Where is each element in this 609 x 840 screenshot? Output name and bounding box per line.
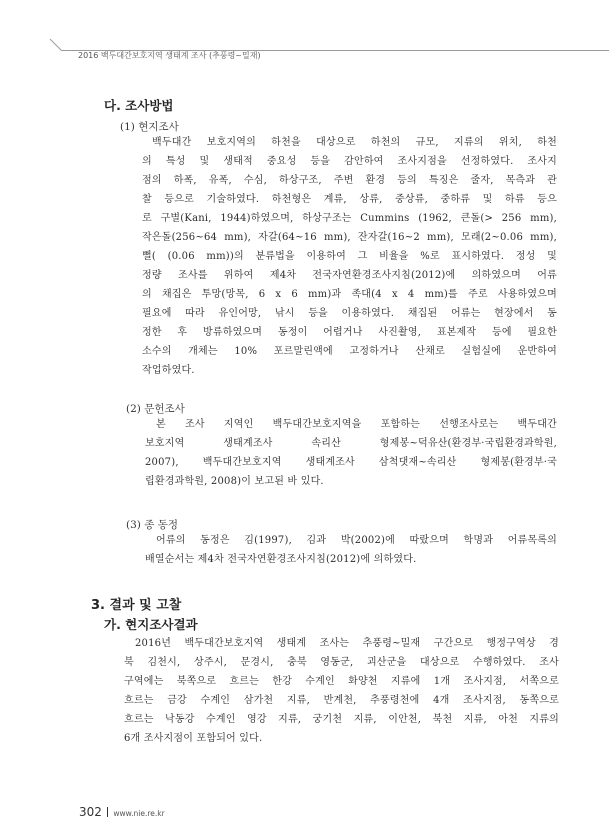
text-line: 정한 후 방류하였으며 동정이 어렵거나 사진촬영, 표본제작 등에 필요한 bbox=[142, 327, 557, 338]
text-line: 흐르는 금강 수계인 삼가천 지류, 반계천, 추풍령천에 4개 조사지점, 동쪽으로 bbox=[124, 695, 559, 706]
footer-separator bbox=[107, 807, 109, 817]
text-line: 2007), 백두대간보호지역 생태계조사 삼척댓재~속리산 형제봉(환경부·국 bbox=[145, 457, 557, 468]
text-line: 작업하였다. bbox=[142, 365, 195, 376]
text-line: 찰 등으로 기술하였다. 하천형은 계류, 상류, 중상류, 중하류 및 하류 등으 bbox=[142, 194, 557, 205]
text-line: 배열순서는 제4차 전국자연환경조사지침(2012)에 의하였다. bbox=[145, 554, 417, 565]
text-line: 로 구별(Kani, 1944)하였으며, 하상구조는 Cummins (1962, 큰돌(> 256 mm), bbox=[142, 213, 557, 224]
text-line: 점의 하폭, 유폭, 수심, 하상구조, 주변 환경 등의 특징은 줄자, 목측과 관 bbox=[142, 175, 557, 186]
text-line: 보호지역 생태계조사 속리산 형제봉~덕유산(환경부·국립환경과학원, bbox=[145, 438, 557, 449]
paragraph-field-survey bbox=[142, 133, 557, 380]
text-line: 2016년 백두대간보호지역 생태계 조사는 추풍령~밀재 구간으로 행정구역상 경 bbox=[135, 638, 559, 649]
page-footer bbox=[79, 801, 165, 820]
text-line: 북 김천시, 상주시, 문경시, 충북 영동군, 괴산군을 대상으로 수행하였다. 조사 bbox=[124, 657, 559, 668]
paragraph-literature-survey bbox=[145, 415, 557, 491]
text-line: 의 특성 및 생태적 중요성 등을 감안하여 조사지점을 선정하였다. 조사지 bbox=[142, 156, 557, 167]
text-line: 작은돌(256~64 mm), 자갈(64~16 mm), 잔자갈(16~2 mm), 모래(2~0.06 mm), bbox=[142, 232, 557, 243]
text-line: 본 조사 지역인 백두대간보호지역을 포함하는 선행조사로는 백두대간 bbox=[156, 419, 557, 430]
footer-url[interactable]: www.nie.re.kr bbox=[113, 809, 165, 818]
text-line: 필요에 따라 유인어망, 낚시 등을 이용하였다. 채집된 어류는 현장에서 동 bbox=[142, 308, 557, 319]
text-line: 6개 조사지점이 포함되어 있다. bbox=[124, 733, 263, 744]
subsection-heading-literature-survey: (2) 문헌조사 bbox=[126, 403, 185, 415]
subsection-heading-field-survey-results: 가. 현지조사결과 bbox=[104, 617, 198, 632]
text-line: 어류의 동정은 김(1997), 김과 박(2002)에 따랐으며 학명과 어류목록의 bbox=[156, 535, 557, 546]
text-line: 뻘( (0.06 mm))의 분류법을 이용하여 그 비율을 %로 표시하였다. 정성 및 bbox=[142, 251, 557, 262]
paragraph-species-identification bbox=[145, 531, 557, 569]
text-line: 정량 조사를 위하여 제4차 전국자연환경조사지침(2012)에 의하였으며 어류 bbox=[142, 270, 557, 281]
subsection-heading-field-survey: (1) 현지조사 bbox=[120, 121, 179, 133]
section-heading-results: 3. 결과 및 고찰 bbox=[91, 598, 182, 613]
text-line: 소수의 개체는 10% 포르말린액에 고정하거나 산채로 실험실에 운반하여 bbox=[142, 346, 557, 357]
text-line: 구역에는 북쪽으로 흐르는 한강 수계인 화양천 지류에 1개 조사지점, 서쪽으로 bbox=[124, 676, 559, 687]
running-header bbox=[0, 39, 609, 63]
text-line: 흐르는 낙동강 수계인 영강 지류, 궁기천 지류, 이안천, 북천 지류, 아천 지류의 bbox=[124, 714, 559, 725]
text-line: 의 채집은 투망(망목, 6 x 6 mm)과 족대(4 x 4 mm)를 주로 사용하였으며 bbox=[142, 289, 557, 300]
section-heading-methods: 다. 조사방법 bbox=[104, 98, 174, 113]
text-line: 백두대간 보호지역의 하천을 대상으로 하천의 규모, 지류의 위치, 하천 bbox=[152, 137, 557, 148]
subsection-heading-species-identification: (3) 종 동정 bbox=[126, 519, 178, 531]
running-title: 2016 백두대간보호지역 생태계 조사 (추풍령~밀재) bbox=[78, 51, 261, 60]
text-line: 립환경과학원, 2008)이 보고된 바 있다. bbox=[145, 476, 324, 487]
page-number: 302 bbox=[79, 805, 102, 819]
paragraph-field-survey-results bbox=[124, 634, 559, 748]
